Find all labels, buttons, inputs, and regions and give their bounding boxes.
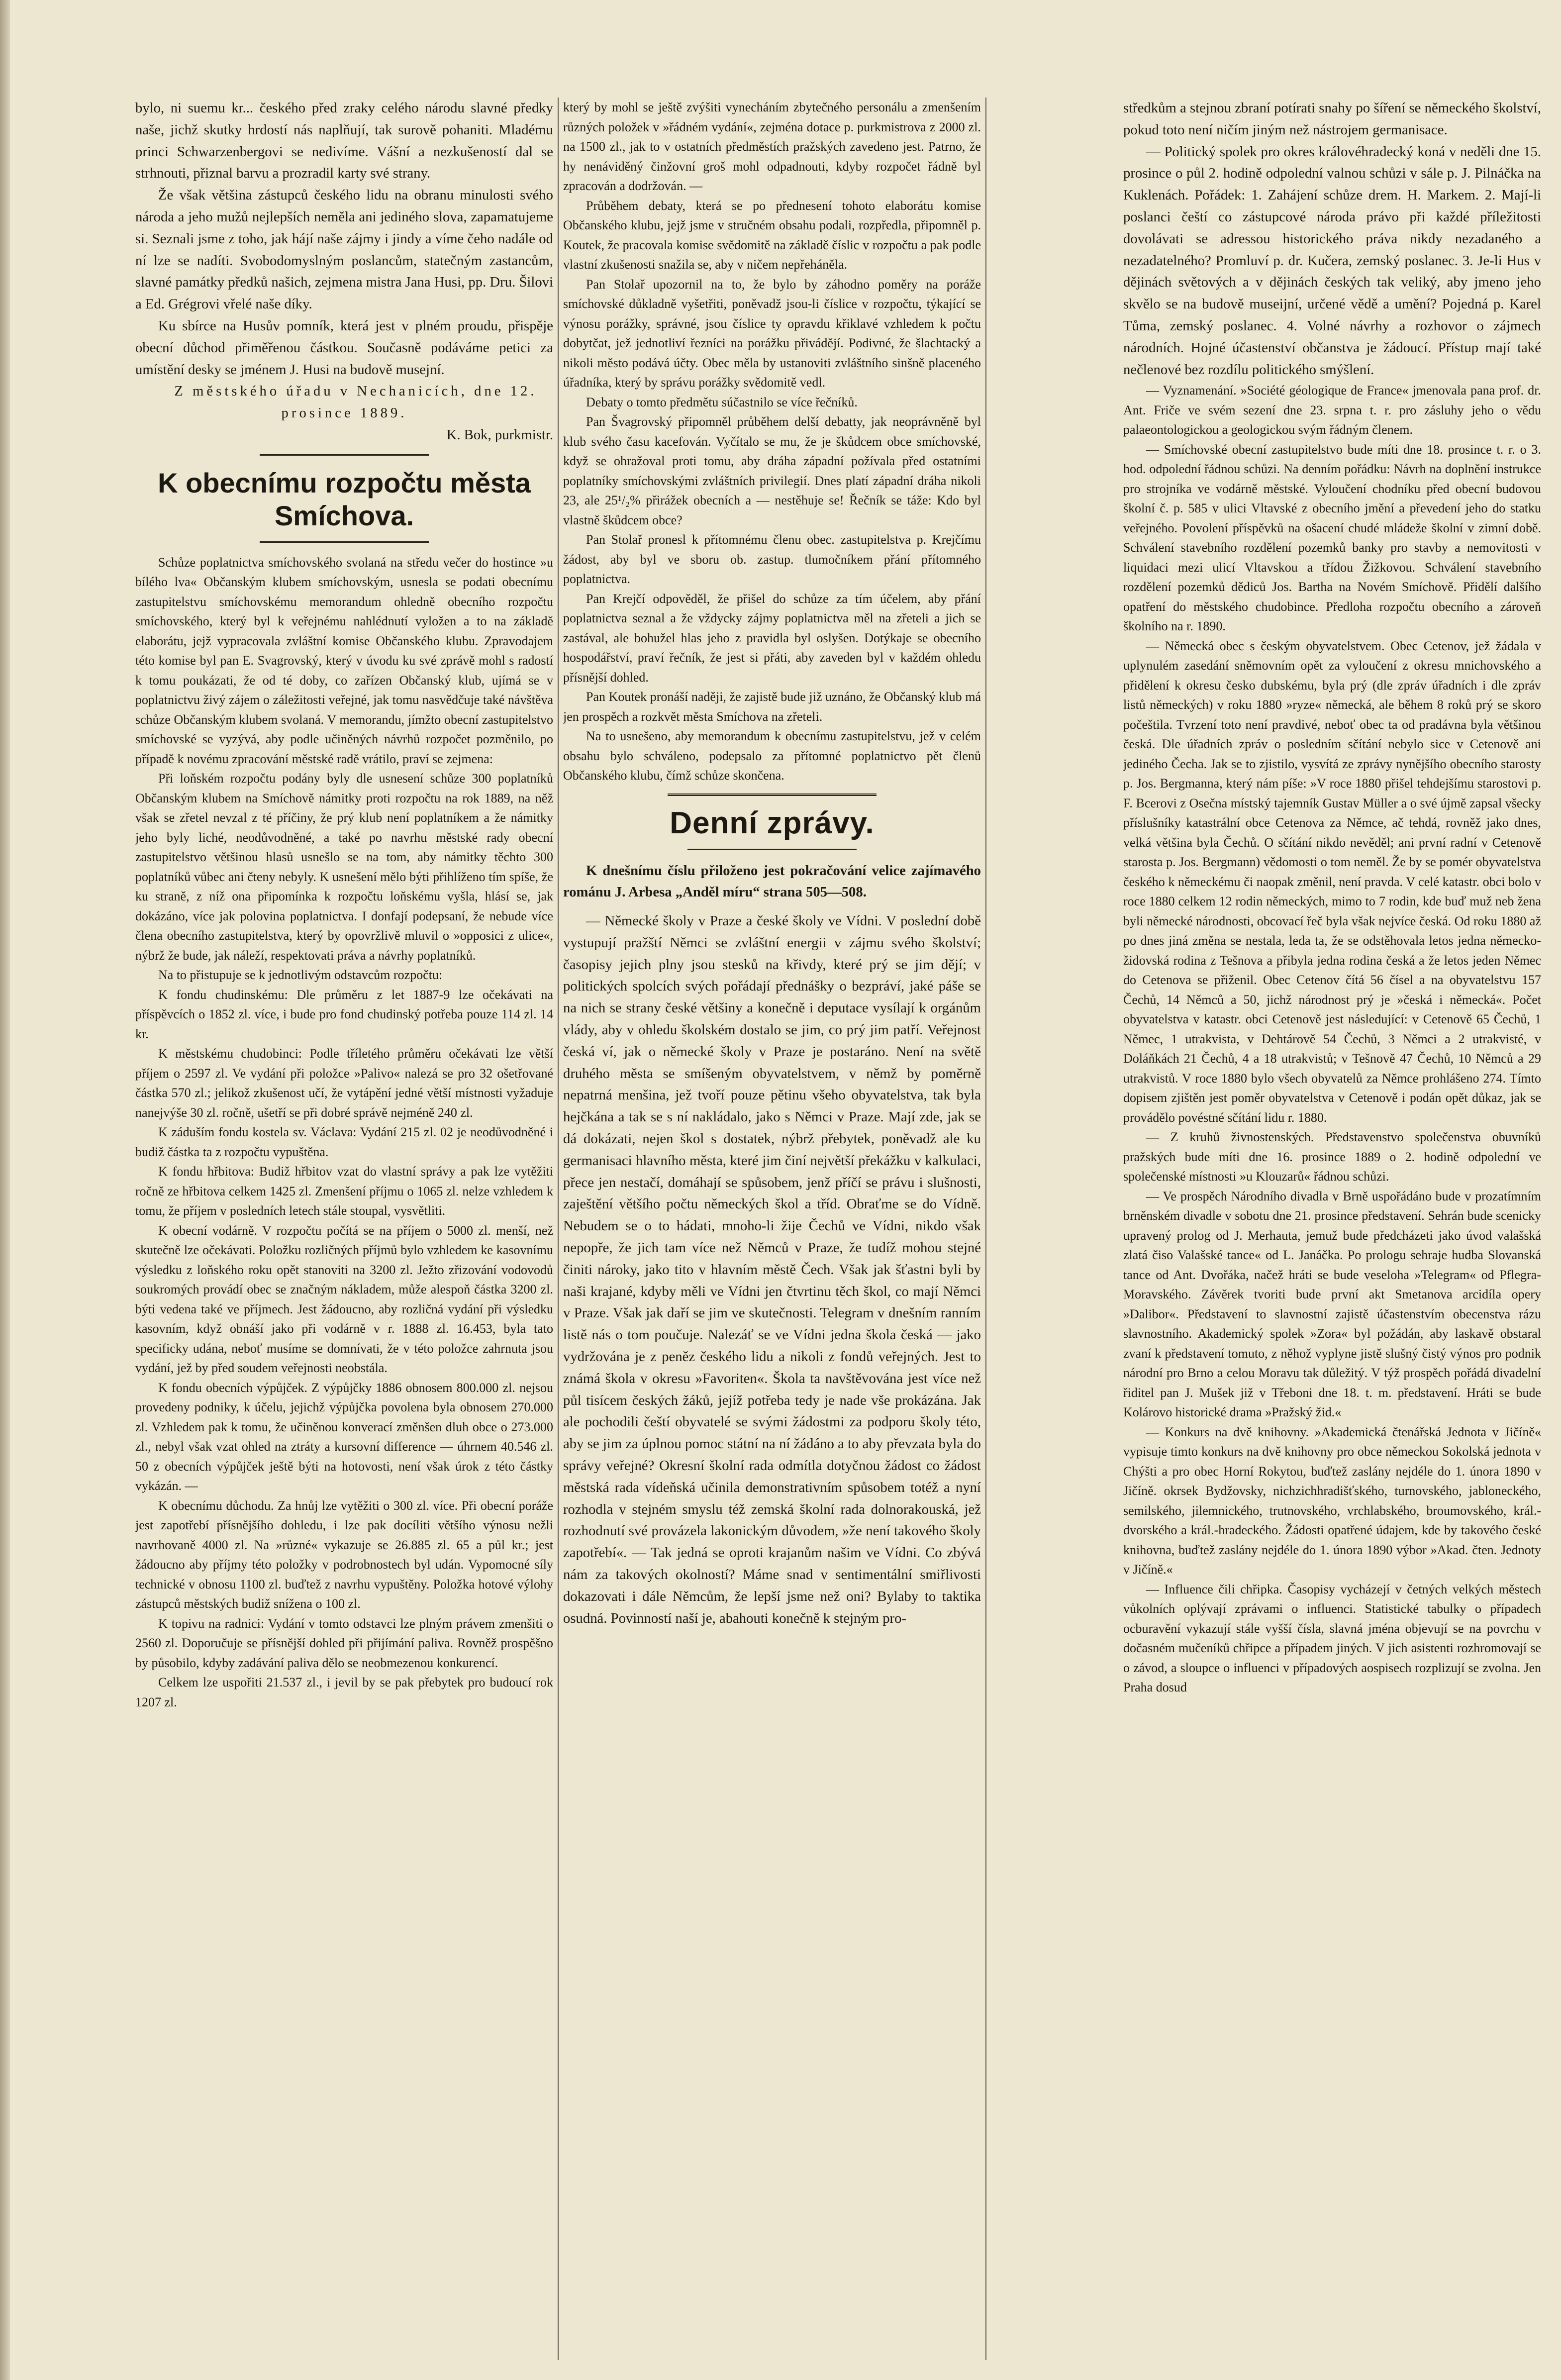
paragraph: — Německé školy v Praze a české školy ve Vídni. V poslední době vystupují pražští Němci se zvláštní energii v zájmu svého školství; časopisy jejich plny jsou stesků na křivdy, které prý se jim dějí; v politických spolcích svých pořádají přednášky o bezpráví, jaké páše se na nich se strany české většiny a konečně i deputace vysílají k orgánům vlády, aby v ohledu školském dostalo se jim, co prý jim patří. Veřejnost česká ví, jak o německé školy v Praze je postaráno. Není na světě druhého města se smíšeným obyvatelstvem, v němž by poměrně nepatrná menšina, jež tvoří pouze pětinu všeho obyvatelstva, tak byla hejčkána a tak se s ní nakládalo, jako s Němci v Praze. Mají zde, jak se dá dokázati, nejen škol s dostatek, nýbrž přebytek, poněvadž ale ku germanisaci hlavního města, které jim činí největší překážku v kalkulaci, přece jen nestačí, domáhají se spůsobem, jenž příčí se právu i slušnosti, zaještění většího počtu německých škol a tříd. Obraťme se do Vídně. Nebudem se o to hádati, mnoho-li žije Čechů ve Vídni, nikdo však nepopře, že jich tam více než Němců v Praze, že tudíž mohou stejné činiti nároky, jako tito v hlavním městě Čech. Však jak šťastni byli by naši krajané, kdyby měli ve Vídni jen čtvrtinu těch škol, co mají Němci v Praze. Však jak daří se jim ve skutečnosti. Telegram v dnešním ranním listě nás o tom poučuje. Nalezáť se ve Vídni jedna škola česká — jako vydržována je z peněz českého lidu a nikoli z fondů veřejných. Jest to známá škola v okresu »Favoriten«. Škola ta navštěvována jest více než půl tisícem českých žáků, jejíž potřeba tedy je nade vše prokázána. Jak ale pochodili čeští obyvatelé se svými žádostmi za podporu školy této, aby se jim za úplnou pomoc státní na ní žádáno a to aby převzata byla do správy veřejné? Okresní školní rada odmítla dotyčnou žádost co žádost městská rada vídeňská učinila demonstrativním spůsobem totéž a nyní rozhodla v stejném smyslu též zemská školní rada dolnorakouská, jež rozhodnutí své provázela lakonickým důvodem, »že není takového školy zapotřebí«. — Tak jedná se oproti krajanům našim ve Vídni. Co zbývá nám za takových okolností? Máme snad v sentimentální smiřlivosti dokazovati i dále Němcům, že lepší jsme než oni? Bylaby to taktika osudná. Povinností naší je, abahouti konečně k stejným pro-: [563, 913, 981, 1626]
paragraph: který by mohl se ještě zvýšiti vynecháním zbytečného personálu a zmenšením různých položek v »řádném vydání«, zejména dotace p. purkmistrova z 2000 zl. na 1500 zl., jak to v ostatních předměstích pražských zavedeno jest. Patrno, že hy nenáviděný činžovní groš mohl odpadnouti, kdyby rozpočet řádně byl zpracován a dodržován. —: [563, 100, 981, 193]
paragraph: Pan Koutek pronáší naději, že zajistě bude již uznáno, že Občanský klub má jen prospěch a rozkvět města Smíchova na zřeteli.: [563, 690, 981, 724]
paragraph: — Z kruhů živnostenských. Představenstvo společenstva obuvníků pražských bude míti dne 16. prosince 1889 o 2. hodině odpolední ve společenské místnosti »u Klouzarů« řádnou schůzi.: [1123, 1130, 1541, 1184]
scan-edge: [0, 0, 10, 2380]
article-title: K obecnímu rozpočtu města Smíchova.: [158, 467, 531, 531]
paragraph: — Vyznamenání. »Société géologique de France« jmenovala pana prof. dr. Ant. Friče ve svém sezení dne 23. srpna t. r. pro zásluhy jeho o vědu palaeontologickou a geologickou svým řádným členem.: [1123, 383, 1541, 437]
paragraph: Průběhem debaty, která se po přednesení tohoto elaborátu komise Občanského klubu, jejž jsme v stručném obsahu podali, rozpředla, připomněl p. Koutek, že pracovala komise svědomitě na základě číslic v rozpočtu a pak podle vlastní zkušenosti snažila se, aby v ničem nepřeháněla.: [563, 198, 981, 272]
paragraph: K fondu chudinskému: Dle průměru z let 1887-9 lze očekávati na příspěvcích o 1852 zl. více, i bude pro fond chudinský potřeba pouze 114 zl. 14 kr.: [135, 987, 553, 1041]
paragraph: K fondu hřbitova: Budiž hřbitov vzat do vlastní správy a pak lze vytěžiti ročně ze hřbitova celkem 1425 zl. Zmenšení příjmu o 1065 zl. nelze vzhledem k tomu, že příjem v posledních letech stále stoupal, vysvětliti.: [135, 1164, 553, 1218]
middle-column: [563, 98, 981, 2360]
paragraph: Na to přistupuje se k jednotlivým odstavcům rozpočtu:: [158, 968, 443, 983]
paragraph: — Ve prospěch Národního divadla v Brně uspořádáno bude v prozatímním brněnském divadle v sobotu dne 21. prosince představení. Sehrán bude scenicky upravený prolog od J. Merhauta, jemuž bude předcházeti jako úvod valašská zlatá čiso Valašské tance« od L. Janáčka. Po prologu sehraje hudba Slovanská tance od Ant. Dvořáka, načež hráti se bude veseloha »Telegram« od Pflegra-Moravského. Závěrek tvoriti bude první akt Smetanova arcidíla opery »Dalibor«. Představení to slavnostní zajistě účastenstvím obecenstva rázu slavnostního. Akademický spolek »Zora« byl požádán, aby laskavě obstaral zvaní k představení tomuto, z něhož vyplyne jistě slušný čistý výnos pro podnik národní pro Brno a celou Moravu tak důležitý. V týž prospěch pořádá divadelní řiditel pan J. Mušek již v Třeboni dne 18. t. m. představení. Hráti se bude Kolárovo historické drama »Pražský žid.«: [1123, 1189, 1541, 1420]
paragraph: K obecní vodárně. V rozpočtu počítá se na příjem o 5000 zl. menší, než skutečně lze očekávati. Položku rozličných příjmů bylo vzhledem ke kasovnímu výsledku z loňského roku opět stanoviti na 3200 zl. Ježto zřizování vodovodů soukromých provádí obec se značným nákladem, může alespoň částka 3200 zl. býti vedena také ve příjmech. Jest žádoucno, aby rozličná vydání při výsledku kasovním, když obnáší jako při vodárně v r. 1888 zl. 16.453, byla tato specificky udána, neboť musíme se domnívati, že v této položce zahrnuta jsou vydání, jež by před soudem veřejnosti neobstála.: [135, 1223, 553, 1376]
paragraph: Schůze poplatnictva smíchovského svolaná na středu večer do hostince »u bílého lva« Občanským klubem smíchovským, usnesla se podati obecnímu zastupitelstvu smíchovskému memorandum ohledně obecního rozpočtu smíchovského, který byl k veřejnému nahlédnutí vyložen a to na základě elaborátu, jejž vypracovala zvláštní komise Občanského klubu. Zpravodajem této komise byl pan E. Svagrovský, který v úvodu ku své zprávě mohl s radostí k tomu poukázati, že od té doby, co zařízen Občanský klub, ujímá se v poplatnictvu živý zájem o záležitosti veřejné, jak tomu nasvědčuje také návštěva schůze Občanským klubem svolaná. V memorandu, jímžto obecní zastupitelstvo smíchovské se vyzývá, aby podle učiněných návrhů rozpočet pozměnilo, po případě k novému zpracování městské radě vrátilo, praví se zejmena:: [135, 555, 553, 766]
paragraph: — Německá obec s českým obyvatelstvem. Obec Cetenov, jež žádala v uplynulém zasedání sněmovním opět za vyloučení z okresu mnichovského a přidělení k okresu česko dubskému, byla prý (dle zpráv úřadních i dle zpráv listů německých) v roku 1880 »ryze« německá, ale během 8 roků prý se skoro počeštila. Tvrzení toto není pravdivé, neboť obec ta od pradávna byla většinou česká. Dle úřadních zpráv o posledním sčítání nebylo sice v Cetenově ani jediného Čecha. Jak se to zjistilo, vysvítá ze zprávy nynějšího obecního starosty p. Jos. Bergmanna, který nám píše: »V roce 1880 přišel tehdejšímu starostovi p. F. Bcerovi z Osečna místský tajemník Gustav Müller a o své újmě zapsal všecky příslušníky katastrální obce Cetenova za Němce, ač tehdá, rovněž jako dnes, velká většina byla Čechů. O sčítání nikdo nevěděl; ani první radní v Cetenově starosta p. Jos. Bergmann) vědomosti o tom neměl. Že by se pomér obyvatelstva českého k německému či naopak změnil, není pravda. V celé katastr. obci bolo v roce 1880 celkem 12 rodin německých, mimo to 7 rodin, kde buď muž neb žena byli německé národnosti, obcovací řeč byla však nejvíce česká. Od roku 1880 až po dnes jiná změna se nestala, leda ta, že se odstěhovala letos jedna německo-židovská rodina z Tešnova a přibyla jedna rodina česká a že letos jeden Němec do Cetenova se přiženil. Obec Cetenov čítá 56 čísel a na obyvatelstvu 157 Čechů, 14 Němců a 50, jichž národnost prý je »česká i německá«. Počet obyvatelstva v katastr. obci Cetenově jest následující: v Cetenově 65 Čechů, 1 Němec, 1 utrakvista, v Dehtárově 54 Čechů, 3 Němci a 2 utrakvisté, v Doláňkách 21 Čechů, 4 a 18 utrakvistů; v Tešnově 47 Čechů, 10 Němců a 29 utrakvistů. V roce 1880 bylo všech obyvatelů za Němce prohlášeno 274. Tímto dopisem zjištěn jest poměr obyvatelstva v Cetenově i podán opět důkaz, jak se provádělo povéstné sčítání lidu r. 1880.: [1123, 638, 1541, 1125]
paragraph: Celkem lze uspořiti 21.537 zl., i jevil by se pak přebytek pro budoucí rok 1207 zl.: [135, 1675, 553, 1709]
paragraph: — Konkurs na dvě knihovny. »Akademická čtenářská Jednota v Jičíně« vypisuje timto konkurs na dvě knihovny pro obce německou Sokolská jednota v Chýšti a pro obec Horní Rokytou, buďtež zaslány nejdéle do 1. února 1890 v Jičíně. okrsek Bydžovsky, nichzichhradišťského, turnovského, jabloneckého, semilského, jilemnického, trutnovského, vrchlabského, broumovského, král.-dvorského a král.-hradeckého. Žádosti opatřené údajem, kde by takového české knihovna, buďtež zaslány nejdéle do 1. února 1890 výbor »Akad. čten. Jednoty v Jičíně.«: [1123, 1424, 1541, 1577]
paragraph: K topivu na radnici: Vydání v tomto odstavci lze plným právem zmenšiti o 2560 zl. Doporučuje se přísnější dohled při přijímání paliva. Rovněž prospěšno by působilo, kdyby zadávání paliva dělo se neobmezenou konkurencí.: [135, 1616, 553, 1670]
column-rule: [558, 98, 559, 2360]
section-intro: K dnešnímu číslu přiloženo jest pokračování velice zajímavého románu J. Arbesa „Anděl míru“ strana 505—508.: [563, 862, 981, 900]
paragraph: K obecnímu důchodu. Za hnůj lze vytěžiti o 300 zl. více. Při obecní poráže jest zapotřebí přísnějšího dohledu, i lze pak docíliti většího výnosu nežli navrhovaně 4000 zl. Na »různé« vykazuje se 26.885 zl. 65 a půl kr.; jest žádoucno aby příjmy této položky v podrobnostech byl udán. Vypomocné síly technické v obnosu 1100 zl. buďtež z navrhu vypuštěny. Položka hotové výlohy zástupců městských budiž snížena o 100 zl.: [135, 1498, 553, 1611]
paragraph: Pan Krejčí odpověděl, že přišel do schůze za tím účelem, aby přání poplatnictva seznal a že vždycky zájmy poplatnictva měl na zřeteli a jich se zastával, ale bohužel hlas jeho z pravidla byl oslyšen. Dotýkaje se obecního hospodářství, praví řečník, že jest si přáti, aby zaveden byl v každém ohledu přísnější dohled.: [563, 591, 981, 685]
paragraph: Ku sbírce na Husův pomník, která jest v plném proudu, přispěje obecní důchod přiměřenou částkou. Současně podáváme petici za umístění desky se jménem J. Husi na budově musejní.: [135, 317, 553, 378]
separator: [668, 793, 877, 796]
separator: [687, 849, 857, 850]
paragraph: Debaty o tomto předmětu súčastnilo se více řečníků.: [586, 395, 858, 409]
paragraph: bylo, ni suemu kr... českého před zraky celého národu slavné předky naše, jichž skutky hrdostí nás naplňují, tak surově pohaniti. Mladému princi Schwarzenbergovi se nedivíme. Vášní a nezkušeností dal se strhnouti, přiznal barvu a prozradil karty své strany.: [135, 100, 553, 182]
paragraph: Na to usnešeno, aby memorandum k obecnímu zastupitelstvu, jež v celém obsahu bylo schváleno, podepsalo za přítomné poplatnictvo pět členů Občanského klubu, čímž schůze skončena.: [563, 729, 981, 783]
paragraph: — Politický spolek pro okres královéhradecký koná v neděli dne 15. prosince o půl 2. hodině odpolední valnou schůzi v sále p. J. Pilnáčka na Kuklenách. Pořádek: 1. Zahájení schůze drem. H. Markem. 2. Mají-li poslanci čeští co zástupcové národa právo při každé příležitosti dovolávati se adressou historického práva nikdy nezadaného a nezadatelného? Promluví p. dr. Kučera, zemský poslanec. 3. Je-li Hus v dějinách světových a v dějinách českých tak veliký, aby jmeno jeho skvělo se na budově museijní, určené vědě a umění? Pojedná p. Karel Tůma, zemský poslanec. 4. Volné návrhy a rozhovor o zájmech národních. Hojné účastenství občanstva je žádoucí. Přístup mají také nečlenové bez rozdílu politického smýšlení.: [1123, 143, 1541, 378]
paragraph: K záduším fondu kostela sv. Václava: Vydání 215 zl. 02 je neodůvodněné i budiž částka ta z rozpočtu vypuštěna.: [135, 1125, 553, 1159]
right-column: [1123, 98, 1541, 2360]
column-rule: [985, 98, 986, 2360]
paragraph: K fondu obecních výpůjček. Z výpůjčky 1886 obnosem 800.000 zl. nejsou provedeny podniky, k účelu, jejichž výpůjčka povolena byla obnosem 270.000 zl. Vzhledem pak k tomu, že učiněnou konverací změnšen dluh obce o 273.000 zl., nebyl však vzat ohled na ztráty a kursovní difference — úhrnem 40.546 zl. 50 z obecních výpůjček ještě býti na hotovosti, není však úrok z této částky vykázán. —: [135, 1380, 553, 1493]
paragraph: Pan Stolař upozornil na to, že bylo by záhodno poměry na poráže smíchovské důkladně vyšetřiti, poněvadž jsou-li číslice v rozpočtu, týkající se výnosu porážky, správné, jsou číslice ty opravdu křiklavé vzhledem k počtu dobytčat, jež jednotliví řezníci na porážku přivádějí. Podivné, že šlachtacký a nikoli město podává účty. Obec měla by ustanoviti zvláštního sinšně placeného úřadníka, který by správu porážky svědomitě vedl.: [563, 277, 981, 390]
paragraph: Že však většina zástupců českého lidu na obranu minulosti svého národa a jeho mužů nejlepších neměla ani jediného slova, zapamatujeme si. Seznali jsme z toho, jak hájí naše zájmy i jindy a víme čeho nadále od ní lze se nadíti. Svobodomyslným poslancům, statečným zastancům, slavné památky předků našich, zejmena mistra Jana Husi, pp. Dru. Šilovi a Ed. Grégrovi vřelé naše díky.: [135, 187, 553, 312]
place-date: Z městského úřadu v Nechanicích, dne 12. prosince 1889.: [174, 383, 537, 421]
paragraph: Při loňském rozpočtu podány byly dle usnesení schůze 300 poplatníků Občanským klubem na Smíchově námitky proti rozpočtu na rok 1889, na něž však se zřetel nevzal z té příčiny, že prý klub není poplatníkem a že námitky jeho byly liché, neodůvodněné, a také po navrhu městské rady obecní zastupitelstvo většinou hlasů usnešlo se na tom, aby námitky těchto 300 poplatníků vůbec ani čteny nebyly. K usnešení mělo býti přihlíženo tím spíše, že ku straně, z níž ona připomínka k rozpočtu loňskému vyšla, hlásí se, jak dokázáno, více jak polovina poplatnictva. I donfají podepsaní, že nebude více člena obecního zastupitelstva, který by opovržlivě mluvil o »opposici z ulice«, nýbrž že bude, jak náleží, respektovati práva a návrhy poplatníků.: [135, 771, 553, 963]
paragraph: — Smíchovské obecní zastupitelstvo bude míti dne 18. prosince t. r. o 3. hod. odpolední řádnou schůzi. Na denním pořádku: Návrh na doplnění instrukce pro strojníka ve vodárně městské. Vyloučení chodníku před obecní budovou školní č. p. 585 v ulici Vltavské z obecního jmění a převedení jeho do statku veřejného. Povolení příspěvků na ošacení chudé mládeže školní v zimní době. Schválení stavebního rozdělení pozemků banky pro stavby a nemovitosti v liquidaci mezi ulicí Vltavskou a třídou Žižkovou. Schválení stavebního rozdělení pozemků dědiců Jos. Bartha na Novém Smíchově. Přidělí dalšího opatření do městského chudobince. Předloha rozpočtu obecního a zároveň školního na r. 1890.: [1123, 442, 1541, 634]
paragraph: — Influence čili chřipka. Časopisy vycházejí v četných velkých městech vůkolních oplývají zprávami o influenci. Statistické tabulky o případech ocburavění vykazují stále vyšší čísla, slavná jména objevují se na povrchu v dočasném mučeníků chřipce a případem jiných. V jich asistenti rozhromovají se o závod, a sloupce o influenci v případových aospisech rozplizují se zvolna. Jen Praha dosud: [1123, 1582, 1541, 1695]
paragraph: Pan Stolař pronesl k přítomnému členu obec. zastupitelstva p. Krejčímu žádost, aby byl ve sboru ob. zastup. tlumočníkem přání přítomného poplatnictva.: [563, 532, 981, 586]
signature: K. Bok, purkmistr.: [446, 426, 553, 443]
section-title: Denní zprávy.: [670, 805, 875, 840]
separator: [260, 541, 429, 543]
paragraph: K městskému chudobinci: Podle tříletého průměru očekávati lze větší příjem o 2597 zl. Ve vydání při položce »Palivo« nalezá se pro 32 ošetřované částka 570 zl.; jelikož zkušenost učí, že vytápění jedné větší místnosti vyžaduje nanejvýše 30 zl. ročně, ušetří se při dobré správě nejméně 240 zl.: [135, 1046, 553, 1120]
separator: [260, 454, 429, 456]
paragraph: středkům a stejnou zbraní potírati snahy po šíření se německého školství, pokud toto není ničím jiným než nástrojem germanisace.: [1123, 100, 1541, 138]
left-column: [135, 98, 553, 2360]
paragraph: Pan Švagrovský připomněl průběhem delší debatty, jak neoprávněně byl klub svého času kacefován. Vyčítalo se mu, že je škůdcem obce smíchovské, když se ohražoval proti tomu, aby dráha západní požívala před ostatními poplatníky smíchovskými zvláštních privilegií. Dnes platí západní dráha nikoli 23, ale 25¹/₂% přirážek obecních a — nestěhuje se! Řečník se táže: Kdo byl vlastně škůdcem obce?: [563, 414, 981, 527]
